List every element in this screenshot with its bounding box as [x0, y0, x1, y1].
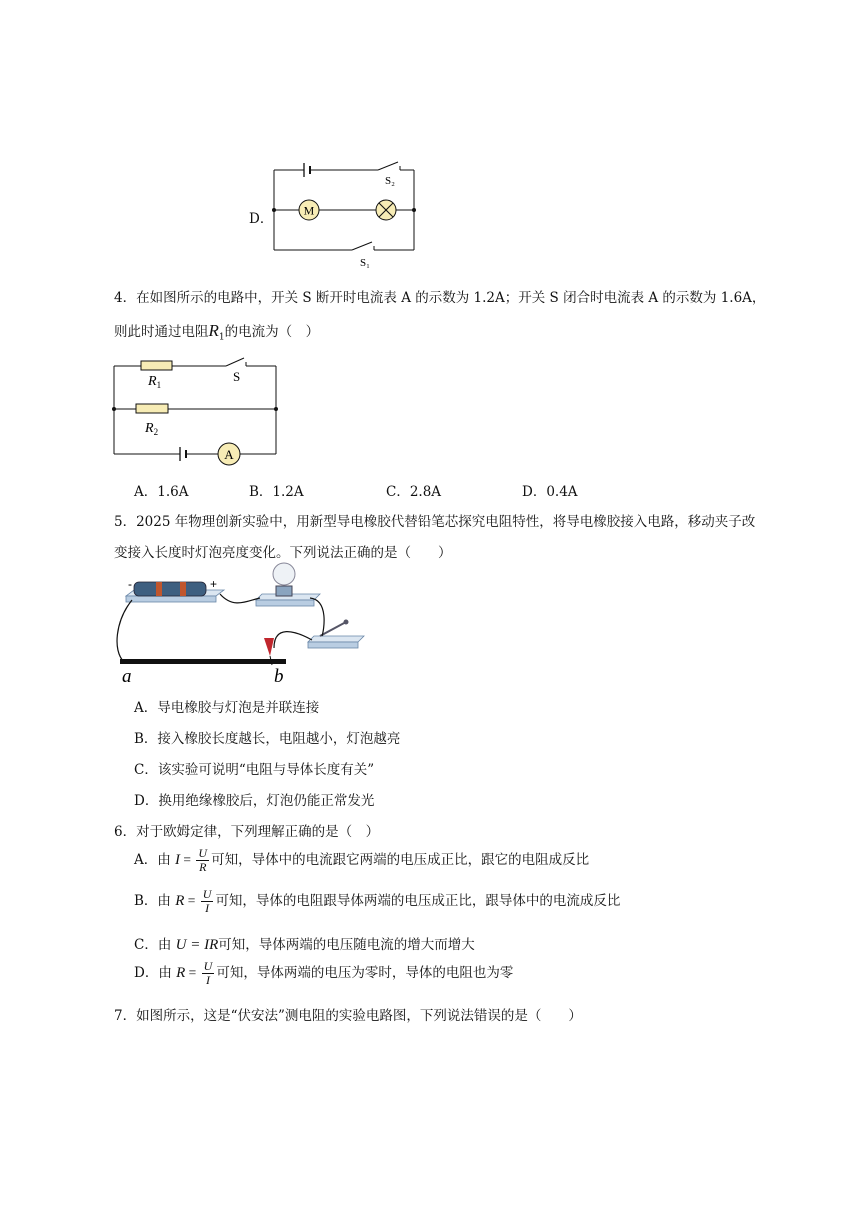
- q4-stem-line2: 则此时通过电阻$R_1$的电流为（ ）: [114, 321, 320, 343]
- light-bulb: [273, 563, 295, 585]
- fraction-u-over-i: $\frac{U}{I}$: [202, 887, 212, 915]
- ammeter-label: A: [224, 447, 234, 462]
- fraction-u-over-i-2: $\frac{U}{I}$: [203, 959, 213, 987]
- q6-option-c[interactable]: C．由 U = IR可知，导体两端的电压随电流的增大而增大: [134, 937, 475, 953]
- option-d-label: D．: [249, 211, 274, 227]
- battery: [134, 582, 206, 596]
- q6-option-b[interactable]: B．由 R = $\frac{U}{I}$ 可知，导体的电阻跟导体两端的电压成正比，跟导体中的电流成反比: [134, 887, 621, 915]
- fraction-u-over-r: $\frac{U}{R}$: [198, 846, 208, 874]
- battery-plus: +: [210, 577, 218, 591]
- q5-option-a[interactable]: A．导电橡胶与灯泡是并联连接: [134, 700, 320, 716]
- switch-s2-label: S₂: [385, 175, 395, 187]
- battery-minus: -: [128, 577, 132, 591]
- q6-option-a[interactable]: A．由 I = $\frac{U}{R}$ 可知，导体中的电流跟它两端的电压成正比，跟它的电阻成反比: [134, 846, 590, 874]
- q4-option-a[interactable]: A．1.6A: [134, 484, 189, 500]
- circuit-diagram-d: [274, 160, 424, 269]
- switch-s-label: S: [233, 369, 241, 384]
- r1-label: $R_1$: [148, 374, 162, 390]
- resistor-r2: [136, 404, 168, 413]
- q5-stem-line2: 变接入长度时灯泡亮度变化。下列说法正确的是（ ）: [114, 545, 452, 561]
- endpoint-b: b: [274, 666, 284, 687]
- q6-stem: 6．对于欧姆定律，下列理解正确的是（ ）: [114, 824, 380, 840]
- q5-option-d[interactable]: D．换用绝缘橡胶后，灯泡仍能正常发光: [134, 793, 375, 809]
- q4-option-c[interactable]: C．2.8A: [386, 484, 442, 500]
- q5-option-b[interactable]: B．接入橡胶长度越长，电阻越小，灯泡越亮: [134, 731, 401, 747]
- resistor-r1: [141, 361, 172, 370]
- switch-s1-label: S₁: [360, 257, 370, 269]
- q6-option-d[interactable]: D．由 R = $\frac{U}{I}$ 可知，导体两端的电压为零时，导体的电阻也为零: [134, 959, 514, 987]
- endpoint-a: a: [122, 666, 132, 687]
- conductive-rubber: [120, 659, 286, 664]
- motor-label: M: [303, 203, 315, 218]
- q4-stem-line1: 4．在如图所示的电路中，开关 S 断开时电流表 A 的示数为 1.2A；开关 S 闭合时电流表 A 的示数为 1.6A，: [114, 290, 766, 306]
- q7-stem: 7．如图所示，这是“伏安法”测电阻的实验电路图，下列说法错误的是（ ）: [114, 1008, 582, 1024]
- q4-circuit-diagram: [114, 361, 284, 466]
- r2-label: $R_2$: [145, 421, 159, 437]
- q4-option-d[interactable]: D．0.4A: [522, 484, 578, 500]
- q4-option-b[interactable]: B．1.2A: [249, 484, 304, 500]
- q5-stem-line1: 5．2025 年物理创新实验中，用新型导电橡胶代替铅笔芯探究电阻特性，将导电橡胶接入电路，移动夹子改: [114, 514, 756, 530]
- q5-option-c[interactable]: C．该实验可说明“电阻与导体长度有关”: [134, 762, 375, 778]
- q5-experiment-illustration: [114, 570, 374, 685]
